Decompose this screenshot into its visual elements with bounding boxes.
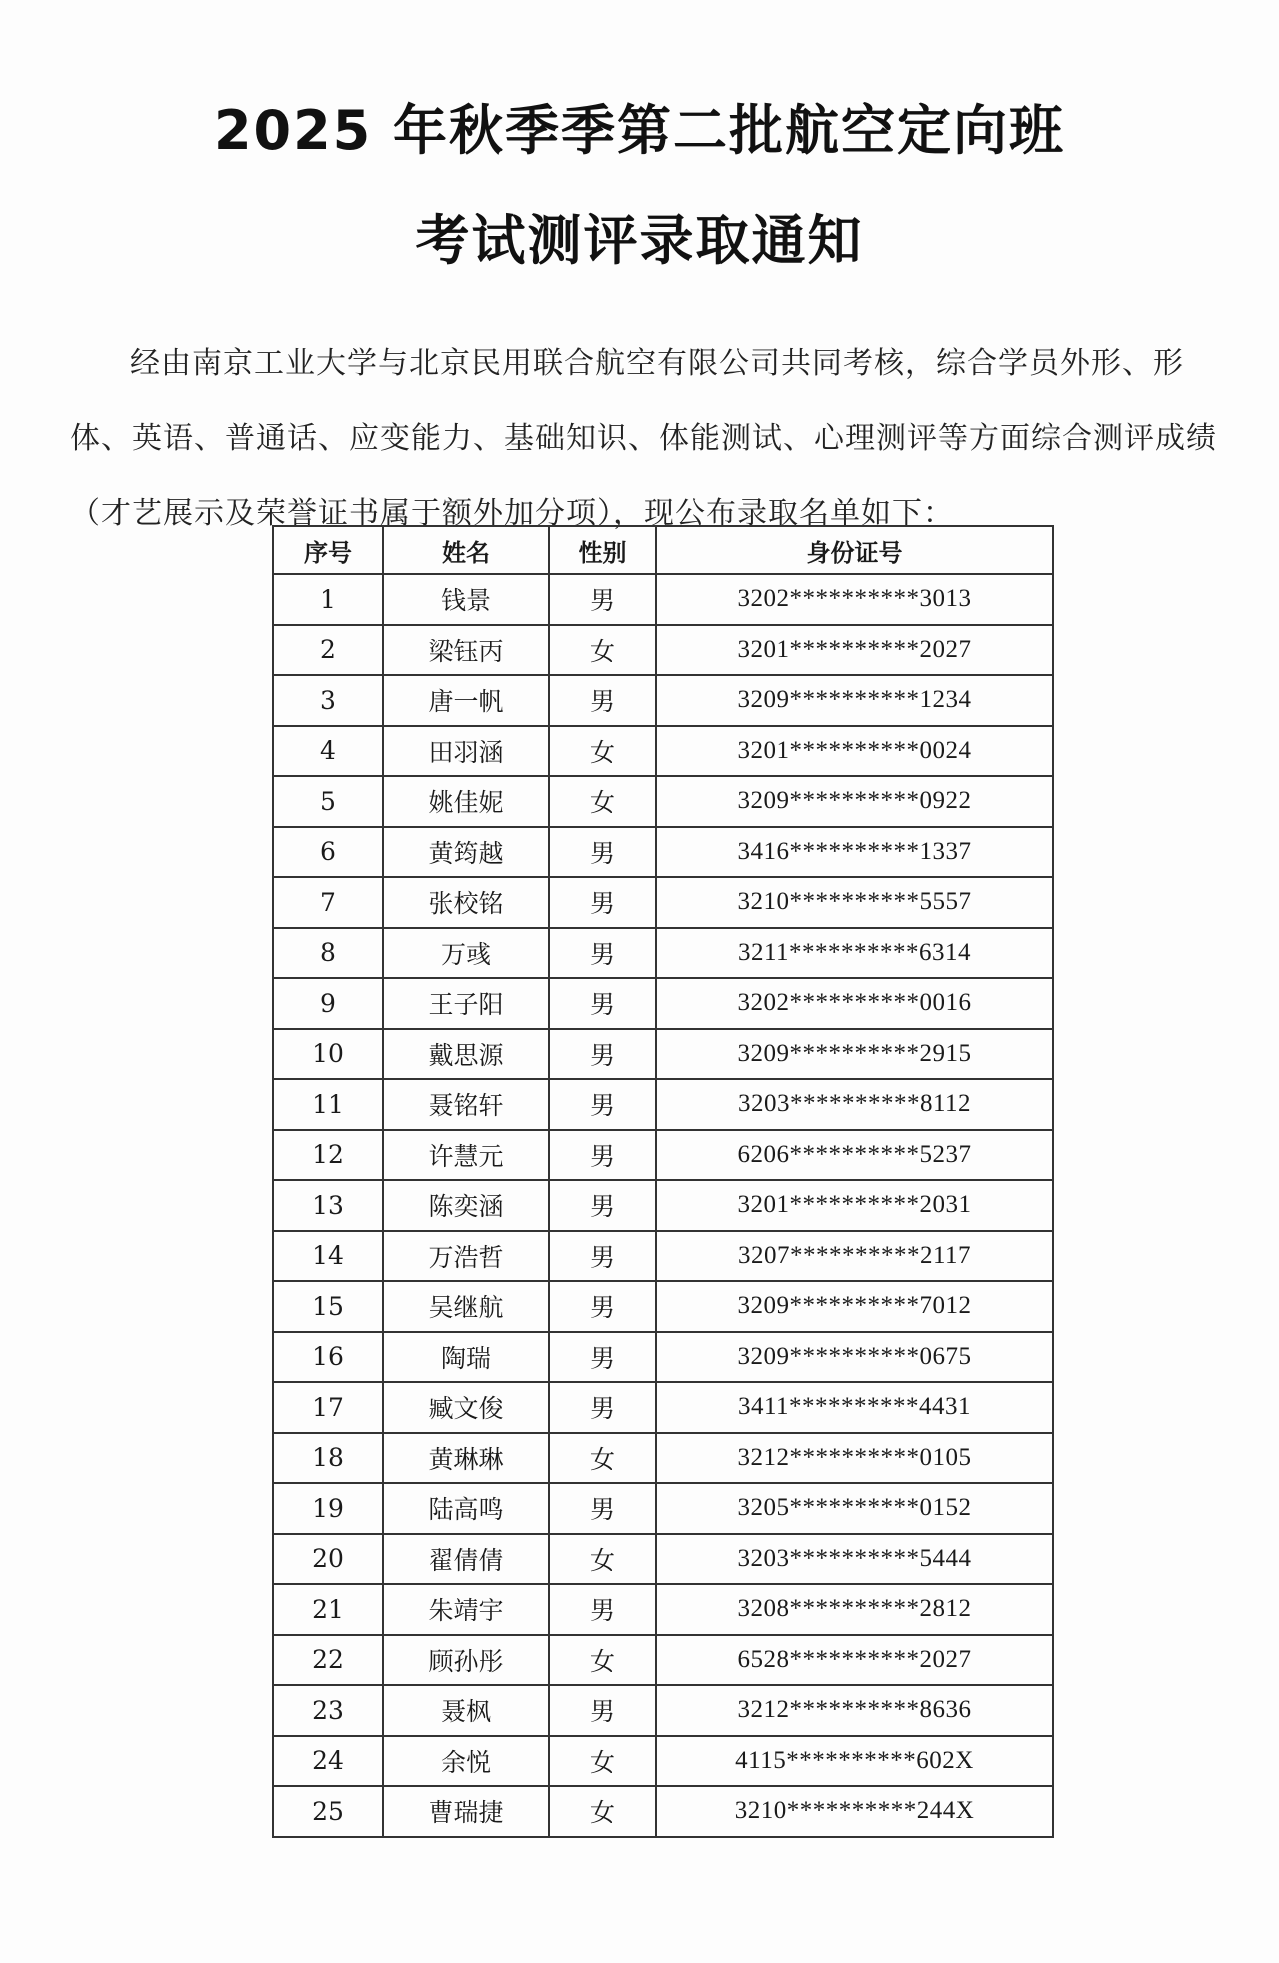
table-body [273,574,1053,1837]
table-row [273,1483,1053,1534]
row-id-cell: 3208**********2812 [656,1584,1053,1635]
table-row [273,675,1053,726]
table-row [273,877,1053,928]
row-id-cell: 3202**********3013 [656,574,1053,625]
table-row [273,1029,1053,1080]
row-id-cell: 3203**********5444 [656,1534,1053,1585]
row-gender-cell: 男 [549,1029,656,1080]
row-gender-cell: 男 [549,877,656,928]
row-name-cell: 聂枫 [383,1685,549,1736]
row-number-cell: 24 [273,1736,383,1787]
row-name-cell: 王子阳 [383,978,549,1029]
row-number-cell: 12 [273,1130,383,1181]
table-row [273,1382,1053,1433]
admission-table [272,525,1054,1838]
row-gender-cell: 女 [549,1736,656,1787]
row-id-cell: 6206**********5237 [656,1130,1053,1181]
intro-paragraph: 经由南京工业大学与北京民用联合航空有限公司共同考核，综合学员外形、形体、英语、普通话、应变能力、基础知识、体能测试、心理测评等方面综合测评成绩（才艺展示及荣誉证书属于额外加分项），现公布录取名单如下： [70,346,1217,531]
row-id-cell: 3212**********0105 [656,1433,1053,1484]
table-row [273,1079,1053,1130]
row-name-cell: 黄琳琳 [383,1433,549,1484]
row-number-cell: 9 [273,978,383,1029]
row-name-cell: 余悦 [383,1736,549,1787]
row-gender-cell: 男 [549,1584,656,1635]
row-id-cell: 3201**********0024 [656,726,1053,777]
row-name-cell: 万彧 [383,928,549,979]
row-gender-cell: 男 [549,1685,656,1736]
row-id-cell: 3209**********2915 [656,1029,1053,1080]
row-name-cell: 曹瑞捷 [383,1786,549,1837]
row-name-cell: 梁钰丙 [383,625,549,676]
row-id-cell: 3411**********4431 [656,1382,1053,1433]
row-gender-cell: 男 [549,1180,656,1231]
row-gender-cell: 女 [549,776,656,827]
row-number-cell: 7 [273,877,383,928]
row-number-cell: 16 [273,1332,383,1383]
notice-title-line1: 2025 年秋季季第二批航空定向班 [213,99,1066,162]
row-id-cell: 3201**********2031 [656,1180,1053,1231]
row-gender-cell: 男 [549,675,656,726]
row-name-cell: 臧文俊 [383,1382,549,1433]
row-name-cell: 顾孙彤 [383,1635,549,1686]
row-gender-cell: 男 [549,1231,656,1282]
table-row [273,776,1053,827]
row-gender-cell: 女 [549,1635,656,1686]
table-row [273,574,1053,625]
row-id-cell: 3211**********6314 [656,928,1053,979]
row-number-cell: 17 [273,1382,383,1433]
row-number-cell: 3 [273,675,383,726]
row-number-cell: 4 [273,726,383,777]
table-row [273,1130,1053,1181]
row-gender-cell: 男 [549,978,656,1029]
table-row [273,1180,1053,1231]
row-id-cell: 4115**********602X [656,1736,1053,1787]
row-gender-cell: 男 [549,1332,656,1383]
row-id-cell: 3212**********8636 [656,1685,1053,1736]
row-number-cell: 10 [273,1029,383,1080]
row-gender-cell: 女 [549,1534,656,1585]
table-row [273,1281,1053,1332]
row-name-cell: 田羽涵 [383,726,549,777]
table-row [273,1332,1053,1383]
row-id-cell: 3210**********5557 [656,877,1053,928]
row-name-cell: 许慧元 [383,1130,549,1181]
row-name-cell: 聂铭轩 [383,1079,549,1130]
row-name-cell: 黄筠越 [383,827,549,878]
row-id-cell: 3205**********0152 [656,1483,1053,1534]
row-id-cell: 3209**********0922 [656,776,1053,827]
row-name-cell: 万浩哲 [383,1231,549,1282]
row-gender-cell: 男 [549,928,656,979]
row-number-cell: 2 [273,625,383,676]
row-gender-cell: 男 [549,1130,656,1181]
table-row [273,1534,1053,1585]
row-id-cell: 3209**********1234 [656,675,1053,726]
table-row [273,726,1053,777]
row-number-cell: 21 [273,1584,383,1635]
row-number-cell: 15 [273,1281,383,1332]
row-id-cell: 3416**********1337 [656,827,1053,878]
row-gender-cell: 男 [549,1483,656,1534]
row-number-cell: 13 [273,1180,383,1231]
notice-title-line2: 考试测评录取通知 [415,209,864,272]
table-row [273,1736,1053,1787]
row-gender-cell: 男 [549,1079,656,1130]
row-number-cell: 20 [273,1534,383,1585]
row-name-cell: 钱景 [383,574,549,625]
table-row [273,978,1053,1029]
header-name: 姓名 [383,526,549,574]
header-no: 序号 [273,526,383,574]
row-id-cell: 3201**********2027 [656,625,1053,676]
table-row [273,1433,1053,1484]
row-gender-cell: 女 [549,1786,656,1837]
row-gender-cell: 男 [549,1382,656,1433]
row-gender-cell: 女 [549,726,656,777]
row-number-cell: 19 [273,1483,383,1534]
row-gender-cell: 男 [549,827,656,878]
row-number-cell: 11 [273,1079,383,1130]
row-name-cell: 朱靖宇 [383,1584,549,1635]
row-gender-cell: 男 [549,574,656,625]
row-number-cell: 18 [273,1433,383,1484]
table-row [273,1685,1053,1736]
row-id-cell: 3207**********2117 [656,1231,1053,1282]
table-row [273,625,1053,676]
row-id-cell: 3209**********7012 [656,1281,1053,1332]
row-name-cell: 吴继航 [383,1281,549,1332]
row-id-cell: 3210**********244X [656,1786,1053,1837]
row-id-cell: 6528**********2027 [656,1635,1053,1686]
table-header-row [273,526,1053,574]
row-name-cell: 陈奕涵 [383,1180,549,1231]
row-number-cell: 1 [273,574,383,625]
row-number-cell: 25 [273,1786,383,1837]
row-name-cell: 翟倩倩 [383,1534,549,1585]
row-name-cell: 戴思源 [383,1029,549,1080]
row-gender-cell: 男 [549,1281,656,1332]
row-name-cell: 陶瑞 [383,1332,549,1383]
row-name-cell: 陆高鸣 [383,1483,549,1534]
table-row [273,928,1053,979]
row-id-cell: 3202**********0016 [656,978,1053,1029]
row-number-cell: 22 [273,1635,383,1686]
row-number-cell: 8 [273,928,383,979]
row-id-cell: 3203**********8112 [656,1079,1053,1130]
table-row [273,1786,1053,1837]
header-gender: 性别 [549,526,656,574]
row-number-cell: 6 [273,827,383,878]
row-name-cell: 张校铭 [383,877,549,928]
row-gender-cell: 女 [549,1433,656,1484]
row-id-cell: 3209**********0675 [656,1332,1053,1383]
header-id: 身份证号 [656,526,1053,574]
row-number-cell: 23 [273,1685,383,1736]
row-number-cell: 5 [273,776,383,827]
table-row [273,1635,1053,1686]
row-number-cell: 14 [273,1231,383,1282]
table-row [273,827,1053,878]
row-name-cell: 姚佳妮 [383,776,549,827]
table-row [273,1231,1053,1282]
row-gender-cell: 女 [549,625,656,676]
table-row [273,1584,1053,1635]
row-name-cell: 唐一帆 [383,675,549,726]
